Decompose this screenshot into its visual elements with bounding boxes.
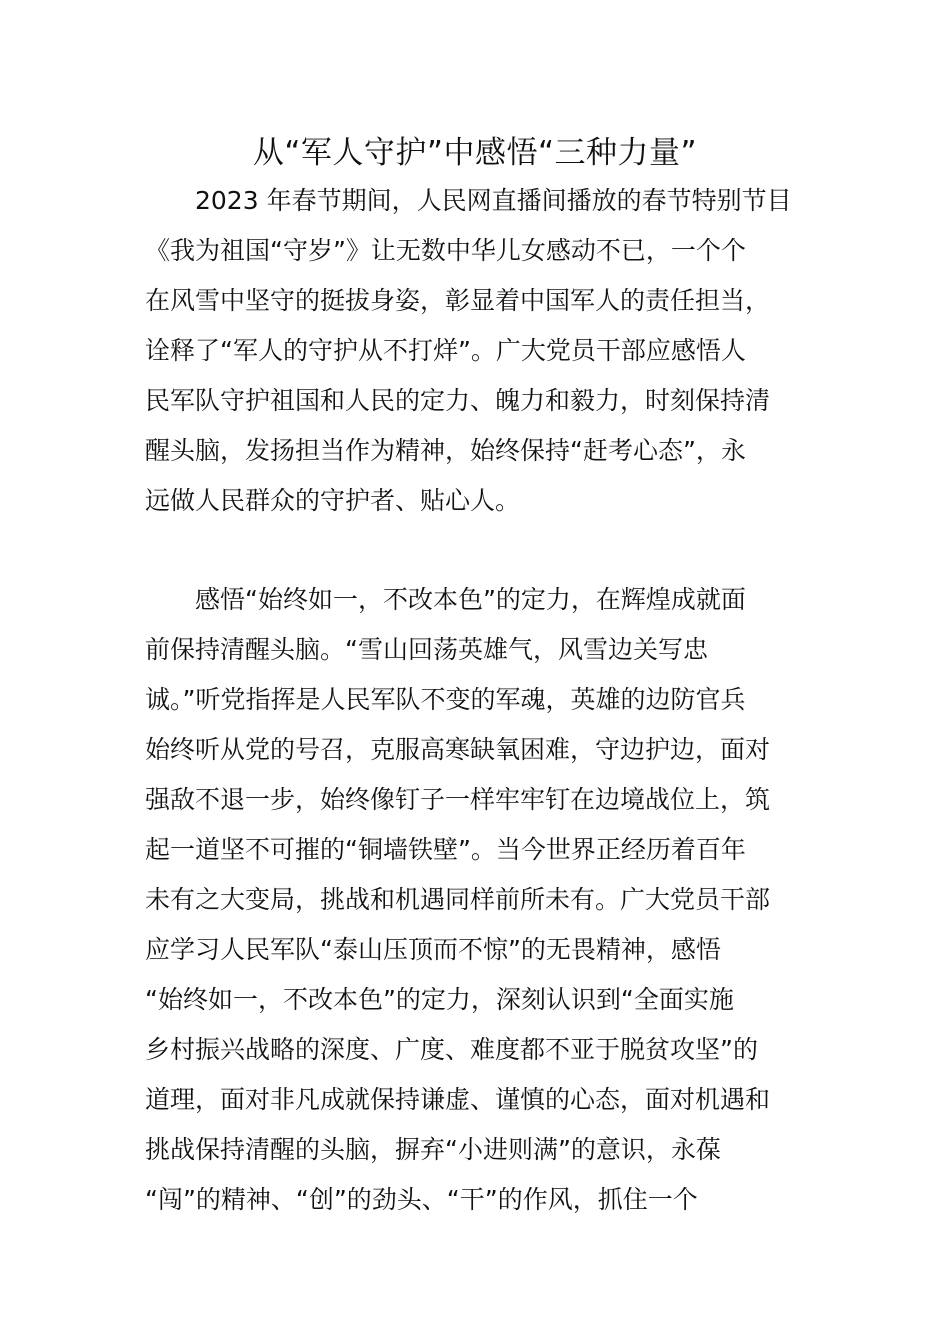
paragraph-line: “闯”的精神、“创”的劲头、“干”的作风，抓住一个: [145, 1185, 698, 1214]
paragraph-line: 《我为祖国“守岁”》让无数中华儿女感动不已，一个个: [145, 236, 746, 265]
paragraph-line: 远做人民群众的守护者、贴心人。: [145, 486, 521, 515]
paragraph-line: 民军队守护祖国和人民的定力、魄力和毅力，时刻保持清: [145, 386, 771, 415]
paragraph-line: 前保持清醒头脑。“雪山回荡英雄气，风雪边关写忠: [145, 635, 708, 664]
paragraph-line: 2023 年春节期间，人民网直播间播放的春节特别节目: [145, 186, 792, 215]
paragraph-line: “始终如一，不改本色”的定力，深刻认识到“全面实施: [145, 985, 734, 1014]
paragraph-line: 道理，面对非凡成就保持谦虚、谨慎的心态，面对机遇和: [145, 1085, 771, 1114]
paragraph-line: 醒头脑，发扬担当作为精神，始终保持“赶考心态”，永: [145, 436, 746, 465]
paragraph-line: 起一道坚不可摧的“铜墙铁壁”。当今世界正经历着百年: [145, 835, 746, 864]
paragraph-line: 诚。”听党指挥是人民军队不变的军魂，英雄的边防官兵: [145, 685, 746, 714]
paragraph-line: 未有之大变局，挑战和机遇同样前所未有。广大党员干部: [145, 885, 771, 914]
paragraph-line: 挑战保持清醒的头脑，摒弃“小进则满”的意识，永葆: [145, 1135, 721, 1164]
paragraph-line: 在风雪中坚守的挺拔身姿，彰显着中国军人的责任担当，: [145, 286, 771, 315]
document-title: 从“军人守护”中感悟“三种力量”: [252, 135, 698, 171]
paragraph-line: 应学习人民军队“泰山压顶而不惊”的无畏精神，感悟: [145, 935, 721, 964]
paragraph-line: 强敌不退一步，始终像钉子一样牢牢钉在边境战位上，筑: [145, 785, 771, 814]
paragraph-line: 乡村振兴战略的深度、广度、难度都不亚于脱贫攻坚”的: [145, 1035, 758, 1064]
paragraph-line: 诠释了“军人的守护从不打烊”。广大党员干部应感悟人: [145, 336, 746, 365]
paragraph-line: 感悟“始终如一，不改本色”的定力，在辉煌成就面: [145, 585, 746, 614]
paragraph-line: 始终听从党的号召，克服高寒缺氧困难，守边护边，面对: [145, 735, 771, 764]
